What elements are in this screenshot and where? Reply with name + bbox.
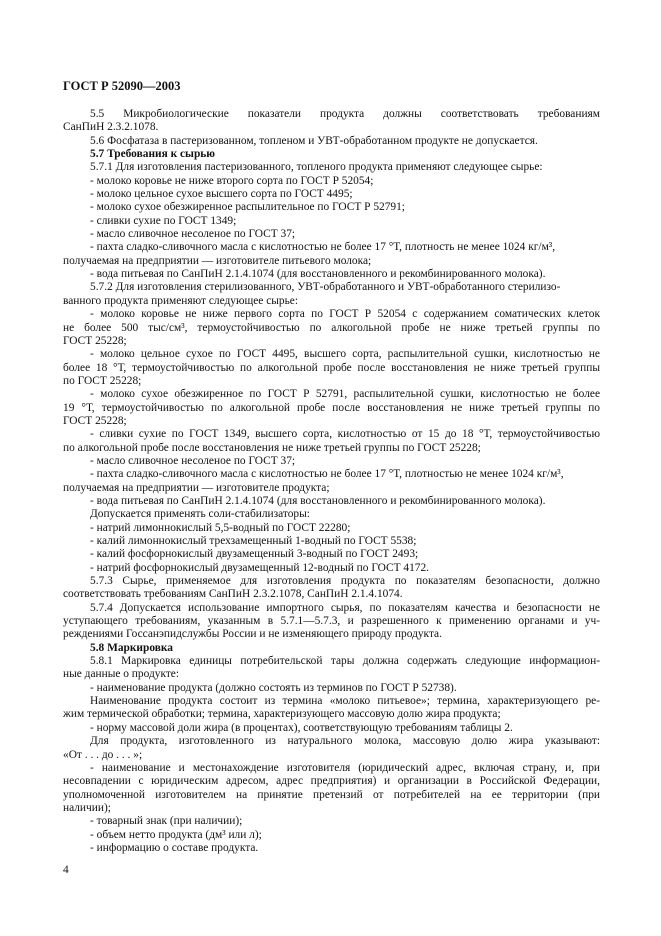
text-line: - калий лимоннокислый трехзамещенный 1-водный по ГОСТ 5538; bbox=[90, 535, 417, 547]
text-line: Для продукта, изготовленного из натурального молока, массовую долю жира указывают: bbox=[90, 735, 600, 748]
text-line: 5.7.3 Сырье, применяемое для изготовления продукта по показателям безопасности, должно bbox=[90, 575, 600, 588]
text-line: жим термической обработки; термина, характеризующего массовую долю жира продукта; bbox=[63, 708, 501, 721]
section-heading: 5.8 Маркировка bbox=[90, 641, 173, 654]
text-line: - калий фосфорнокислый двузамещенный 3-водный по ГОСТ 2493; bbox=[90, 548, 419, 561]
text-line: Наименование продукта состоит из термина «молоко питьевое»; термина, характеризующего ре- bbox=[90, 695, 600, 708]
text-line: 5.7.2 Для изготовления стерилизованного, УВТ-обработанного и УВТ-обработанного стерилизо- bbox=[90, 281, 561, 294]
standard-header: ГОСТ Р 52090—2003 bbox=[63, 79, 181, 93]
text-line: - вода питьевая по СанПиН 2.1.4.1074 (для восстановленного и рекомбинированного молока). bbox=[90, 494, 546, 507]
text-line: - сливки сухие по ГОСТ 1349, высшего сорта, кислотностью от 15 до 18 °Т, термоустойчивостью bbox=[90, 428, 600, 441]
text-line: ные данные о продукте: bbox=[63, 668, 180, 681]
text-line: - натрий лимоннокислый 5,5-водный по ГОСТ 22280; bbox=[90, 521, 351, 534]
text-line: наличии); bbox=[63, 801, 111, 814]
text-line: 5.6 Фосфатаза в пастеризованном, топленом и УВТ-обработанном продукте не допускается. bbox=[90, 134, 538, 147]
text-line: соответствовать требованиям СанПиН 2.3.2.1078, СанПиН 2.1.4.1074. bbox=[63, 588, 403, 601]
text-line: - пахта сладко-сливочного масла с кислотностью не более 17 °Т, плотность не менее 1024 кг/м³, bbox=[90, 241, 556, 254]
text-line: не более 500 тыс/см³, термоустойчивостью по алкогольной пробе не ниже третьей группы по bbox=[63, 321, 600, 334]
text-line: Допускается применять соли-стабилизаторы: bbox=[90, 508, 310, 521]
text-line: - молоко сухое обезжиренное распылительное по ГОСТ Р 52791; bbox=[90, 201, 405, 214]
text-line: - сливки сухие по ГОСТ 1349; bbox=[90, 214, 237, 227]
text-line: СанПиН 2.3.2.1078. bbox=[63, 121, 159, 134]
text-line: - молоко коровье не ниже второго сорта по ГОСТ Р 52054; bbox=[90, 174, 374, 187]
text-line: - молоко сухое обезжиренное по ГОСТ Р 52791, распылительной сушки, кислотностью не более bbox=[90, 388, 600, 401]
text-line: 5.7.4 Допускается использование импортного сырья, по показателям качества и безопасности не bbox=[90, 601, 600, 614]
text-line: - норму массовой доли жира (в процентах), соответствующую требованиям таблицы 2. bbox=[90, 721, 513, 734]
text-line: 5.5 Микробиологические показатели продукта должны соответствовать требованиям bbox=[90, 108, 600, 120]
text-line: по ГОСТ 25228; bbox=[63, 374, 142, 387]
text-line: реждениями Госсанэпидслужбы России и не изменяющего природу продукта. bbox=[63, 628, 442, 641]
text-line: - объем нетто продукта (дм³ или л); bbox=[90, 828, 262, 841]
text-line: ГОСТ 25228; bbox=[63, 334, 127, 347]
text-line: ванного продукта применяют следующее сырье: bbox=[63, 294, 299, 307]
text-line: - вода питьевая по СанПиН 2.1.4.1074 (для восстановленного и рекомбинированного молока). bbox=[90, 268, 546, 281]
text-line: - наименование продукта (должно состоять из терминов по ГОСТ Р 52738). bbox=[90, 681, 457, 694]
text-line: получаемая на предприятии — изготовителе продукта; bbox=[63, 481, 330, 494]
text-line: - масло сливочное несоленое по ГОСТ 37; bbox=[90, 454, 296, 467]
text-line: - молоко коровье не ниже первого сорта по ГОСТ Р 52054 с содержанием соматических клеток bbox=[90, 308, 600, 321]
text-line: - товарный знак (при наличии); bbox=[90, 815, 243, 828]
text-line: уполномоченной изготовителем на принятие претензий от потребителей на ее территории (при bbox=[63, 788, 600, 801]
text-line: более 18 °Т, термоустойчивостью по алкогольной пробе после восстановления не ниже третьей группы bbox=[63, 361, 600, 374]
text-line: - информацию о составе продукта. bbox=[90, 841, 259, 854]
text-line: по алкогольной пробе после восстановления не ниже третьей группы по ГОСТ 25228; bbox=[63, 441, 481, 454]
text-line: - масло сливочное несоленое по ГОСТ 37; bbox=[90, 228, 296, 241]
text-line: - молоко цельное сухое по ГОСТ 4495, высшего сорта, распылительной сушки, кислотностью не bbox=[90, 348, 600, 361]
text-line: - пахта сладко-сливочного масла с кислотностью не более 17 °Т, плотностью не менее 1024 кг/м³, bbox=[90, 468, 564, 481]
text-line: 5.7.1 Для изготовления пастеризованного, топленого продукта применяют следующее сырье: bbox=[90, 161, 543, 174]
text-line: - наименование и местонахождение изготовителя (юридический адрес, включая страну, и, при bbox=[90, 761, 600, 774]
body-text bbox=[63, 108, 600, 855]
text-line: получаемая на предприятии — изготовителе питьевого молока; bbox=[63, 254, 372, 267]
text-line: «От . . . до . . . »; bbox=[63, 748, 143, 761]
section-heading: 5.7 Требования к сырью bbox=[90, 148, 216, 161]
text-line: 19 °Т, термоустойчивостью по алкогольной пробе после восстановления не ниже третьей группы по bbox=[63, 401, 600, 414]
text-line: - молоко цельное сухое высшего сорта по ГОСТ 4495; bbox=[90, 188, 353, 201]
page-number: 4 bbox=[63, 864, 69, 876]
text-line: уступающего требованиям, указанным в 5.7.1—5.7.3, и разрешенного к применению органами и уч- bbox=[63, 615, 600, 628]
text-line: несовпадении с юридическим адресом, адрес предприятия) и организации в Российской Федерации, bbox=[63, 775, 600, 788]
text-line: 5.8.1 Маркировка единицы потребительской тары должна содержать следующие информацион- bbox=[90, 655, 600, 668]
text-line: - натрий фосфорнокислый двузамещенный 12-водный по ГОСТ 4172. bbox=[90, 561, 430, 574]
text-line: ГОСТ 25228; bbox=[63, 414, 127, 427]
